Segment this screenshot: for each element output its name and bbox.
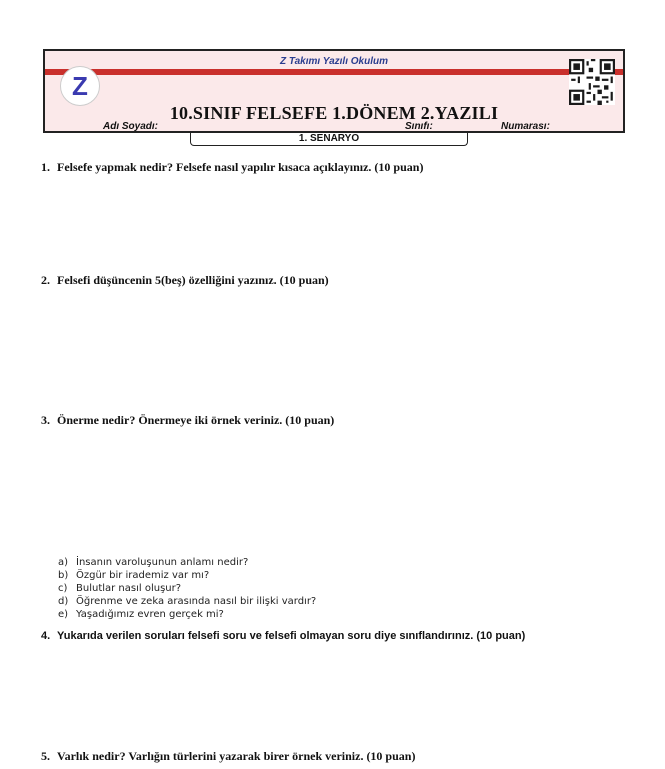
question-1 [41, 160, 423, 175]
qr-code-icon [569, 59, 615, 105]
class-label: Sınıfı: [405, 121, 433, 132]
school-name: Z Takımı Yazılı Okulum [280, 56, 388, 67]
school-logo [60, 66, 100, 106]
scenario-label: 1. SENARYO [190, 133, 468, 146]
option-letter: b) [58, 570, 69, 581]
options-list [58, 556, 316, 621]
question-number: 3. [41, 413, 50, 427]
question-text: Felsefi düşüncenin 5(beş) özelliğini yazınız. (10 puan) [57, 273, 329, 287]
option-text: İnsanın varoluşunun anlamı nedir? [76, 557, 249, 568]
exam-header [43, 49, 625, 133]
question-text: Varlık nedir? Varlığın türlerini yazarak birer örnek veriniz. (10 puan) [57, 749, 416, 763]
question-text: Yukarıda verilen soruları felsefi soru ve felsefi olmayan soru diye sınıflandırınız. (10 puan) [57, 630, 526, 642]
question-number: 4. [41, 630, 51, 642]
option-text: Bulutlar nasıl oluşur? [76, 583, 182, 594]
number-label: Numarası: [501, 121, 550, 132]
option-letter: e) [58, 609, 69, 620]
question-4 [41, 630, 525, 642]
question-number: 5. [41, 749, 50, 763]
logo-text: Z [72, 70, 88, 101]
option-letter: c) [58, 583, 68, 594]
list-item [58, 608, 316, 621]
question-2 [41, 273, 329, 288]
list-item [58, 569, 316, 582]
option-letter: a) [58, 557, 69, 568]
option-text: Özgür bir irademiz var mı? [76, 570, 210, 581]
list-item [58, 556, 316, 569]
list-item [58, 582, 316, 595]
question-text: Felsefe yapmak nedir? Felsefe nasıl yapılır kısaca açıklayınız. (10 puan) [57, 160, 424, 174]
option-text: Yaşadığımız evren gerçek mi? [76, 609, 224, 620]
question-number: 1. [41, 160, 50, 174]
question-text: Önerme nedir? Önermeye iki örnek veriniz. (10 puan) [57, 413, 335, 427]
question-5 [41, 749, 415, 764]
name-label: Adı Soyadı: [103, 121, 159, 132]
option-text: Öğrenme ve zeka arasında nasıl bir ilişki vardır? [76, 596, 317, 607]
question-3 [41, 413, 334, 428]
exam-title: 10.SINIF FELSEFE 1.DÖNEM 2.YAZILI [169, 103, 499, 123]
question-number: 2. [41, 273, 50, 287]
header-accent-line [45, 69, 623, 75]
option-letter: d) [58, 596, 69, 607]
list-item [58, 595, 316, 608]
